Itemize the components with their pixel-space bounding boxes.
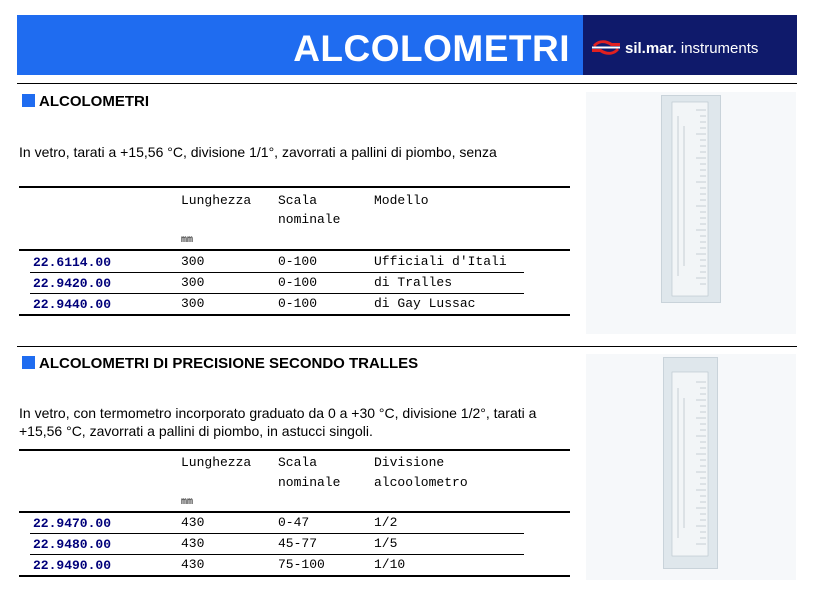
section1-description: In vetro, tarati a +15,56 °C, divisione 1/1°, zavorrati a pallini di piombo, senza bbox=[19, 144, 497, 160]
alcolometro-precisione-scale-graphic bbox=[664, 358, 717, 568]
header-divider bbox=[17, 83, 797, 84]
table1-row-rule bbox=[30, 293, 524, 294]
table2-header-rule bbox=[19, 511, 570, 513]
table1-row-rule bbox=[30, 272, 524, 273]
logo-suffix: instruments bbox=[676, 40, 759, 57]
table1-header-length: Lunghezza bbox=[181, 193, 252, 208]
product-photo-alcolometro-precisione bbox=[586, 354, 796, 580]
table2-row3-scale: 75-100 bbox=[278, 557, 325, 572]
page-title: ALCOLOMETRI bbox=[293, 28, 570, 69]
product-photo-alcolometro bbox=[586, 92, 796, 334]
table1-header-scale-2: nominale bbox=[278, 212, 341, 227]
table1-top-rule bbox=[19, 186, 570, 188]
table2-row1-length: 430 bbox=[181, 515, 205, 530]
table2-header-unit: mm bbox=[181, 497, 194, 508]
table1-bottom-rule bbox=[19, 314, 570, 316]
table2-top-rule bbox=[19, 449, 570, 451]
table2-row1-code: 22.9470.00 bbox=[33, 516, 112, 531]
table2-row2-scale: 45-77 bbox=[278, 536, 318, 551]
table2-row-rule bbox=[30, 533, 524, 534]
table1-header-scale: Scala bbox=[278, 193, 318, 208]
table1-row3-scale: 0-100 bbox=[278, 296, 318, 311]
section2-description-line1: In vetro, con termometro incorporato graduato da 0 a +30 °C, divisione 1/2°, tarati a bbox=[19, 405, 537, 421]
logo-text bbox=[625, 41, 758, 57]
table1-row2-scale: 0-100 bbox=[278, 275, 318, 290]
table2-header-length: Lunghezza bbox=[181, 455, 252, 470]
table1-row2-code: 22.9420.00 bbox=[33, 276, 112, 291]
section1-title: ALCOLOMETRI bbox=[39, 93, 149, 110]
logo-brand: sil.mar. bbox=[625, 40, 677, 57]
table1-row1-model: Ufficiali d'Itali bbox=[374, 254, 507, 269]
table2-header-scale-2: nominale bbox=[278, 475, 341, 490]
table2-row-rule bbox=[30, 554, 524, 555]
table2-bottom-rule bbox=[19, 575, 570, 577]
table1-row1-scale: 0-100 bbox=[278, 254, 318, 269]
table1-header-model: Modello bbox=[374, 193, 429, 208]
table1-header-rule bbox=[19, 249, 570, 251]
table2-row3-code: 22.9490.00 bbox=[33, 558, 112, 573]
section2-description-line2: +15,56 °C, zavorrati a pallini di piombo, in astucci singoli. bbox=[19, 423, 373, 439]
section-bullet-icon bbox=[22, 94, 35, 107]
table1-header-unit: mm bbox=[181, 235, 194, 246]
table2-row1-scale: 0-47 bbox=[278, 515, 310, 530]
silmar-logo-icon bbox=[590, 38, 622, 58]
table1-row2-length: 300 bbox=[181, 275, 205, 290]
section2-title: ALCOLOMETRI DI PRECISIONE SECONDO TRALLES bbox=[39, 355, 419, 372]
table2-row3-length: 430 bbox=[181, 557, 205, 572]
table1-row3-length: 300 bbox=[181, 296, 205, 311]
table2-row1-division: 1/2 bbox=[374, 515, 398, 530]
table2-header-division-2: alcoolometro bbox=[374, 475, 468, 490]
table2-header-scale: Scala bbox=[278, 455, 318, 470]
table1-row3-model: di Gay Lussac bbox=[374, 296, 476, 311]
table2-row2-code: 22.9480.00 bbox=[33, 537, 112, 552]
table1-row1-length: 300 bbox=[181, 254, 205, 269]
section-bullet-icon bbox=[22, 356, 35, 369]
alcolometro-rod bbox=[661, 95, 721, 303]
table1-row2-model: di Tralles bbox=[374, 275, 453, 290]
table2-header-division: Divisione bbox=[374, 455, 445, 470]
alcolometro-scale-graphic bbox=[662, 96, 720, 302]
section-divider bbox=[17, 346, 797, 347]
table1-row1-code: 22.6114.00 bbox=[33, 255, 112, 270]
table1-row3-code: 22.9440.00 bbox=[33, 297, 112, 312]
table2-row2-division: 1/5 bbox=[374, 536, 398, 551]
table2-row2-length: 430 bbox=[181, 536, 205, 551]
table2-row3-division: 1/10 bbox=[374, 557, 406, 572]
alcolometro-precisione-rod bbox=[663, 357, 718, 569]
